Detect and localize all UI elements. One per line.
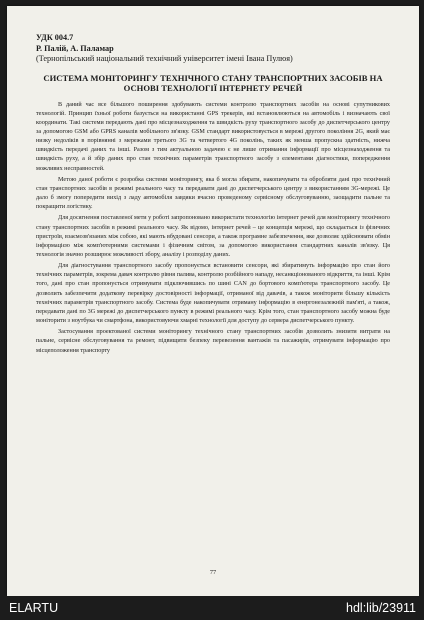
paragraph-4: Для діагностування транспортного засобу пропонується встановити сенсори, які збиратимуть інформацію про стан його технічних параметрів, зокрема давач контролю рівня палива, контролю розбійного нападу, несанкціонованого відкриття, та інші. Крім того, дані про стан пропонується отримувати підключившись по шині CAN до бортового комп'ютера транспортного засобу. Це дозволить забезпечити додаткову перевірку достовірності інформації, отриманої від давачів, а також моніторити більшу кількість технічних параметрів транспортного засобу. Система буде накопичувати отриману інформацію в енергонезалежній пам'яті, а також, передавати дані по 3G мережі до диспетчерського пункту в режимі реального часу. Крім того, стан транспортного засобу можна буде моніторити з ноутбука чи смартфона, використовуючи хмарні технології для доступу до сервера диспетчерського пункту. (36, 263, 390, 325)
udc-code: УДК 004.7 (36, 33, 74, 42)
article-title: СИСТЕМА МОНІТОРИНГУ ТЕХНІЧНОГО СТАНУ ТРАНСПОРТНИХ ЗАСОБІВ НА ОСНОВІ ТЕХНОЛОГІЇ ІНТЕРНЕТУ РЕЧЕЙ (43, 72, 383, 93)
handle-identifier: hdl:lib/23911 (346, 601, 416, 615)
affiliation: (Тернопільський національний технічний університет імені Івана Пулюя) (36, 54, 293, 63)
article-body (36, 101, 390, 356)
document-page (7, 6, 419, 596)
page-number: 77 (209, 569, 217, 576)
article-meta (36, 33, 390, 65)
paragraph-2: Метою даної роботи є розробка системи моніторингу, яка б могла збирати, накопичувати та обробляти дані про технічний стан транспортних засобів в режимі реального часу та передавати дані до диспетчерського центру з використанням 3G-мережі. Це дало б змогу попередити вихід з ладу автомобіля завдяки вчасно проведеному сервісному обслуговуванню, заощадити пальне та покращити логістику. (36, 176, 390, 211)
page-content (36, 33, 390, 358)
authors: Р. Палій, А. Паламар (36, 43, 114, 53)
paragraph-1: В даний час все більшого поширення здобувають системи контролю транспортних засобів на основі супутникових технологій. Принцип їхньої роботи базується на використанні GPS трекерів, які встановлюються на автомобіль і визначають свої координати. Такі системи передають дані про місцезнаходження та швидкість руху транспортного засобу до диспетчерського центру за допомогою GSM або GPRS каналів мобільного зв'язку. GSM стандарт використовується в мережі другого покоління 2G, який має низку недоліків в порівнянні з мережами третього 3G та четвертого 4G поколінь, таких як менша пропускна здатність, нижча швидкість передачі даних та інші. Разом з тим актуальною задачею є не лише отримання інформації про місцезнаходження та швидкість руху, а й збір даних про стан технічних параметрів транспортного засобу з елементами діагностики, попередження можливих несправностей. (36, 101, 390, 172)
paragraph-3: Для досягнення поставленої мети у роботі запропоновано використати технологію інтернет речей для моніторингу технічного стану транспортних засобів в режимі реального часу. Як відомо, інтернет речей – це концепція мережі, що складається із фізичних пристроїв, взаємозв'язаних між собою, які мають вбудовані сенсори, а також програмне забезпечення, яке дозволяє здійснювати обмін інформацією між комп'ютерними системами і фізичним світом, за допомогою використання стандартних каналів зв'язку. Ця технологія значно розширює можливості збору, аналізу і розподілу даних. (36, 215, 390, 258)
viewer-footer-bar (0, 596, 424, 620)
paragraph-5: Застосування проектованої системи моніторингу технічного стану транспортних засобів дозволить знизити витрати на пальне, сервісне обслуговування та ремонт, підвищити безпеку перевезення вантажів та пасажирів, отримувати інформацію про місцеположення транспорту (36, 329, 390, 354)
repository-name: ELARTU (9, 601, 59, 615)
